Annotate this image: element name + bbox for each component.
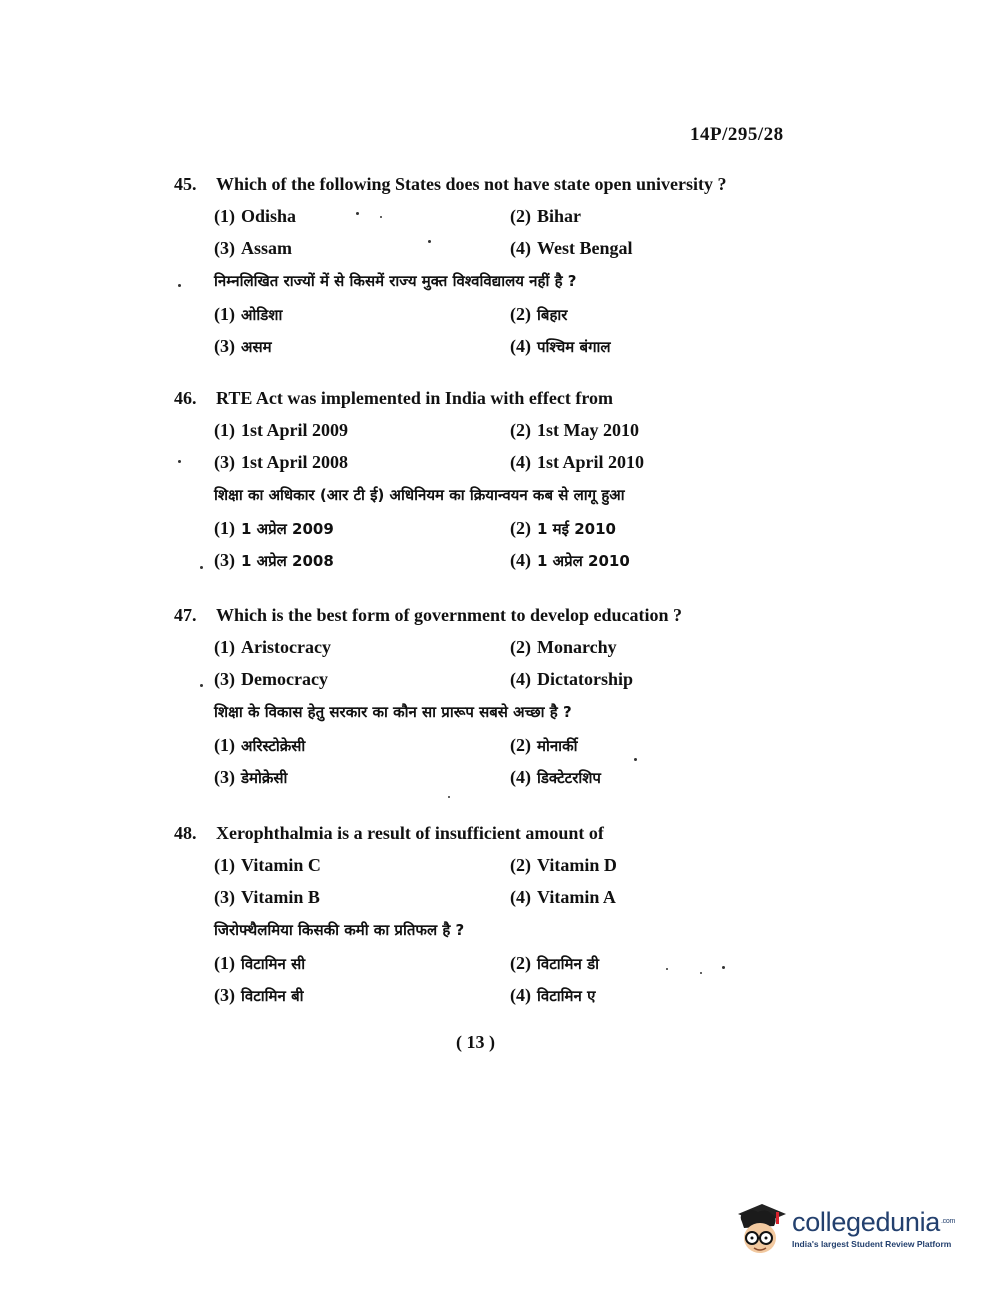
- option-text: 1st April 2008: [241, 452, 349, 472]
- option-2: [510, 853, 806, 885]
- hindi-option-4: [510, 548, 806, 580]
- student-mascot-icon: [732, 1198, 788, 1258]
- hindi-question-text: जिरोफ्थैलमिया किसकी कमी का प्रतिफल है ?: [214, 921, 465, 939]
- brand-name: collegedunia: [792, 1207, 941, 1237]
- hindi-option-1: [214, 733, 510, 765]
- options-row: [214, 302, 774, 334]
- option-number: (1): [214, 304, 235, 324]
- question-number: 47.: [174, 605, 197, 625]
- brand-suffix: .com: [941, 1218, 956, 1225]
- option-text: Vitamin C: [241, 855, 321, 875]
- option-4: [510, 450, 806, 482]
- option-text: अरिस्टोक्रेसी: [241, 737, 306, 755]
- hindi-option-1: [214, 951, 510, 983]
- scan-speck: [722, 966, 725, 969]
- option-3: [214, 450, 510, 482]
- hindi-question-text: शिक्षा के विकास हेतु सरकार का कौन सा प्रारूप सबसे अच्छा है ?: [214, 703, 572, 721]
- logo-brand: [792, 1207, 955, 1237]
- option-number: (4): [510, 336, 531, 356]
- option-text: बिहार: [537, 306, 568, 324]
- option-text: West Bengal: [537, 238, 633, 258]
- options-row: [214, 204, 774, 236]
- question-48: [174, 821, 774, 1015]
- options-row: [214, 450, 774, 482]
- question-header: [174, 603, 774, 635]
- option-text: विटामिन सी: [241, 955, 306, 973]
- hindi-option-3: [214, 548, 510, 580]
- option-4: [510, 667, 806, 699]
- hindi-option-2: [510, 951, 806, 983]
- option-text: पश्चिम बंगाल: [537, 338, 611, 356]
- question-number: 45.: [174, 174, 197, 194]
- option-number: (4): [510, 669, 531, 689]
- hindi-question-text: शिक्षा का अधिकार (आर टी ई) अधिनियम का क्रियान्वयन कब से लागू हुआ: [214, 486, 625, 504]
- option-text: 1 अप्रेल 2009: [241, 520, 334, 538]
- option-text: Aristocracy: [241, 637, 331, 657]
- scan-speck: [380, 216, 382, 218]
- options-row: [214, 667, 774, 699]
- hindi-options: [174, 516, 774, 580]
- question-47: [174, 603, 774, 797]
- question-46: [174, 386, 774, 580]
- option-number: (3): [214, 767, 235, 787]
- logo-tagline: India's largest Student Review Platform: [792, 1239, 952, 1249]
- option-text: 1st April 2009: [241, 420, 349, 440]
- option-number: (2): [510, 855, 531, 875]
- option-number: (4): [510, 985, 531, 1005]
- option-number: (1): [214, 953, 235, 973]
- option-text: ओडिशा: [241, 306, 283, 324]
- options-row: [214, 548, 774, 580]
- option-number: (3): [214, 452, 235, 472]
- option-number: (1): [214, 420, 235, 440]
- option-text: Dictatorship: [537, 669, 633, 689]
- options-row: [214, 334, 774, 366]
- page-number: ( 13 ): [456, 1032, 495, 1052]
- option-number: (4): [510, 452, 531, 472]
- scan-speck: [666, 968, 668, 970]
- hindi-options: [174, 302, 774, 366]
- scan-speck: [634, 758, 637, 761]
- option-4: [510, 236, 806, 268]
- options-row: [214, 236, 774, 268]
- logo-text: [792, 1207, 955, 1249]
- option-text: डेमोक्रेसी: [241, 769, 288, 787]
- options-row: [214, 765, 774, 797]
- page-code: 14P/295/28: [690, 124, 784, 145]
- option-text: असम: [241, 338, 272, 356]
- option-1: [214, 853, 510, 885]
- option-text: विटामिन ए: [537, 987, 596, 1005]
- option-text: विटामिन डी: [537, 955, 599, 973]
- option-text: Monarchy: [537, 637, 617, 657]
- options-row: [214, 635, 774, 667]
- option-2: [510, 635, 806, 667]
- question-number: 46.: [174, 388, 197, 408]
- option-number: (4): [510, 238, 531, 258]
- option-text: Vitamin D: [537, 855, 617, 875]
- options-row: [214, 951, 774, 983]
- options-row: [214, 885, 774, 917]
- option-number: (2): [510, 206, 531, 226]
- option-text: मोनार्की: [537, 737, 578, 755]
- question-45: [174, 172, 774, 366]
- option-text: Bihar: [537, 206, 582, 226]
- hindi-option-3: [214, 765, 510, 797]
- option-number: (2): [510, 735, 531, 755]
- collegedunia-logo: [732, 1196, 962, 1260]
- option-number: (2): [510, 637, 531, 657]
- scan-speck: [200, 684, 203, 687]
- question-number: 48.: [174, 823, 197, 843]
- question-header: [174, 386, 774, 418]
- scan-speck: [178, 460, 181, 463]
- hindi-option-4: [510, 765, 806, 797]
- option-number: (3): [214, 238, 235, 258]
- option-1: [214, 204, 510, 236]
- options-row: [214, 733, 774, 765]
- hindi-option-3: [214, 983, 510, 1015]
- option-2: [510, 418, 806, 450]
- hindi-option-2: [510, 302, 806, 334]
- hindi-option-4: [510, 983, 806, 1015]
- option-text: 1 मई 2010: [537, 520, 616, 538]
- option-number: (1): [214, 637, 235, 657]
- option-number: (4): [510, 767, 531, 787]
- option-text: Vitamin A: [537, 887, 616, 907]
- option-number: (3): [214, 985, 235, 1005]
- hindi-options: [174, 951, 774, 1015]
- scan-speck: [448, 796, 450, 798]
- option-number: (4): [510, 887, 531, 907]
- option-3: [214, 667, 510, 699]
- option-number: (1): [214, 518, 235, 538]
- scan-speck: [178, 284, 181, 287]
- option-2: [510, 204, 806, 236]
- option-3: [214, 885, 510, 917]
- hindi-option-1: [214, 302, 510, 334]
- question-header: [174, 172, 774, 204]
- options-row: [214, 853, 774, 885]
- question-text: Which of the following States does not have state open university ?: [216, 174, 727, 194]
- option-number: (4): [510, 550, 531, 570]
- scan-speck: [200, 566, 203, 569]
- scan-speck: [356, 212, 359, 215]
- scan-speck: [700, 972, 702, 974]
- option-3: [214, 236, 510, 268]
- hindi-option-2: [510, 733, 806, 765]
- option-text: 1 अप्रेल 2010: [537, 552, 630, 570]
- option-number: (2): [510, 953, 531, 973]
- options-row: [214, 983, 774, 1015]
- option-text: विटामिन बी: [241, 987, 304, 1005]
- option-4: [510, 885, 806, 917]
- option-text: Odisha: [241, 206, 297, 226]
- option-text: डिक्टेटरशिप: [537, 769, 601, 787]
- option-text: 1st April 2010: [537, 452, 645, 472]
- option-number: (1): [214, 855, 235, 875]
- option-text: 1st May 2010: [537, 420, 639, 440]
- hindi-option-2: [510, 516, 806, 548]
- option-number: (1): [214, 206, 235, 226]
- option-number: (3): [214, 550, 235, 570]
- scan-speck: [428, 240, 431, 243]
- hindi-options: [174, 733, 774, 797]
- option-number: (2): [510, 518, 531, 538]
- option-1: [214, 635, 510, 667]
- option-number: (1): [214, 735, 235, 755]
- option-text: Assam: [241, 238, 293, 258]
- option-text: Vitamin B: [241, 887, 320, 907]
- question-header: [174, 821, 774, 853]
- option-1: [214, 418, 510, 450]
- question-text: Which is the best form of government to develop education ?: [216, 605, 682, 625]
- option-number: (3): [214, 669, 235, 689]
- hindi-option-1: [214, 516, 510, 548]
- hindi-question-text: निम्नलिखित राज्यों में से किसमें राज्य मुक्त विश्वविद्यालय नहीं है ?: [214, 272, 577, 290]
- option-number: (3): [214, 887, 235, 907]
- question-text: RTE Act was implemented in India with effect from: [216, 388, 614, 408]
- option-number: (3): [214, 336, 235, 356]
- options-row: [214, 418, 774, 450]
- hindi-option-4: [510, 334, 806, 366]
- option-text: 1 अप्रेल 2008: [241, 552, 334, 570]
- option-text: Democracy: [241, 669, 328, 689]
- hindi-option-3: [214, 334, 510, 366]
- options-row: [214, 516, 774, 548]
- question-text: Xerophthalmia is a result of insufficient amount of: [216, 823, 604, 843]
- option-number: (2): [510, 304, 531, 324]
- option-number: (2): [510, 420, 531, 440]
